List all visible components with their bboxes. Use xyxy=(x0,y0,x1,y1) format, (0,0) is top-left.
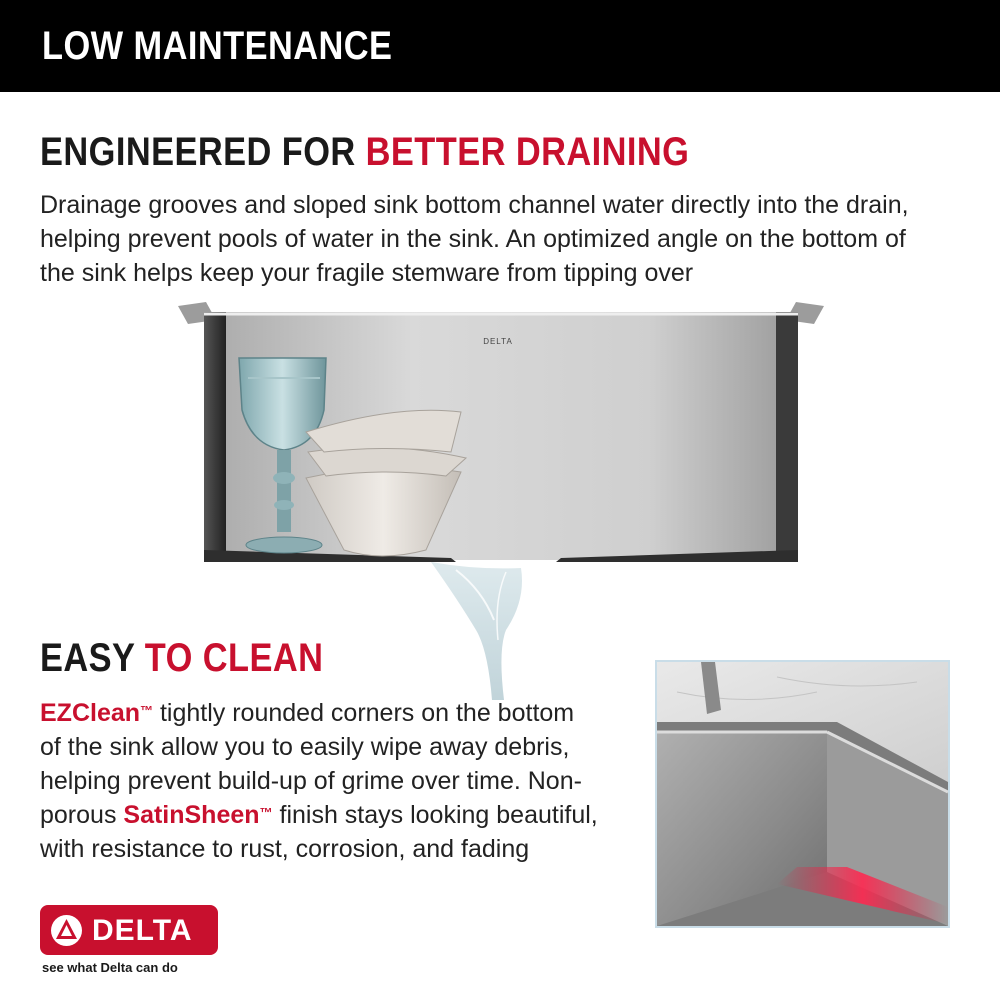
sink-right-wall xyxy=(776,312,798,560)
sink-brand-label: DELTA xyxy=(483,337,513,346)
delta-logo xyxy=(40,905,218,955)
clean-text-part2: finish stays looking beautiful, with resistance to rust, corrosion, and fading xyxy=(40,801,598,863)
ezclean-brand: EZClean xyxy=(40,699,141,727)
logo-tagline: see what Delta can do xyxy=(42,960,178,975)
heading-plain: ENGINEERED FOR xyxy=(40,130,356,174)
heading-accent: BETTER DRAINING xyxy=(365,130,690,174)
logo-text: DELTA xyxy=(92,914,193,947)
sink-left-wall xyxy=(204,312,226,560)
water-stream xyxy=(431,562,522,700)
header-banner xyxy=(0,0,1000,92)
section-heading-clean xyxy=(40,636,323,681)
clean-text-part1: tightly rounded corners on the bottom of the sink allow you to easily wipe away debris, helping prevent build-up of grime over time. Non-porous xyxy=(40,699,582,829)
section-heading-draining xyxy=(40,130,689,175)
draining-description: Drainage grooves and sloped sink bottom channel water directly into the drain, helping prevent pools of water in the sink. An optimized angle on the bottom of the sink helps keep your fragile stemware from tipping over xyxy=(40,191,909,287)
delta-triangle-icon xyxy=(50,914,83,947)
satinsheen-brand: SatinSheen xyxy=(123,801,260,829)
banner-title: LOW MAINTENANCE xyxy=(42,24,393,68)
trademark-symbol: ™ xyxy=(259,805,273,820)
sink-closeup-photo xyxy=(655,660,950,928)
heading-accent: TO CLEAN xyxy=(144,636,324,680)
heading-plain: EASY xyxy=(40,636,135,680)
clean-description xyxy=(40,696,600,866)
trademark-symbol: ™ xyxy=(140,703,154,718)
